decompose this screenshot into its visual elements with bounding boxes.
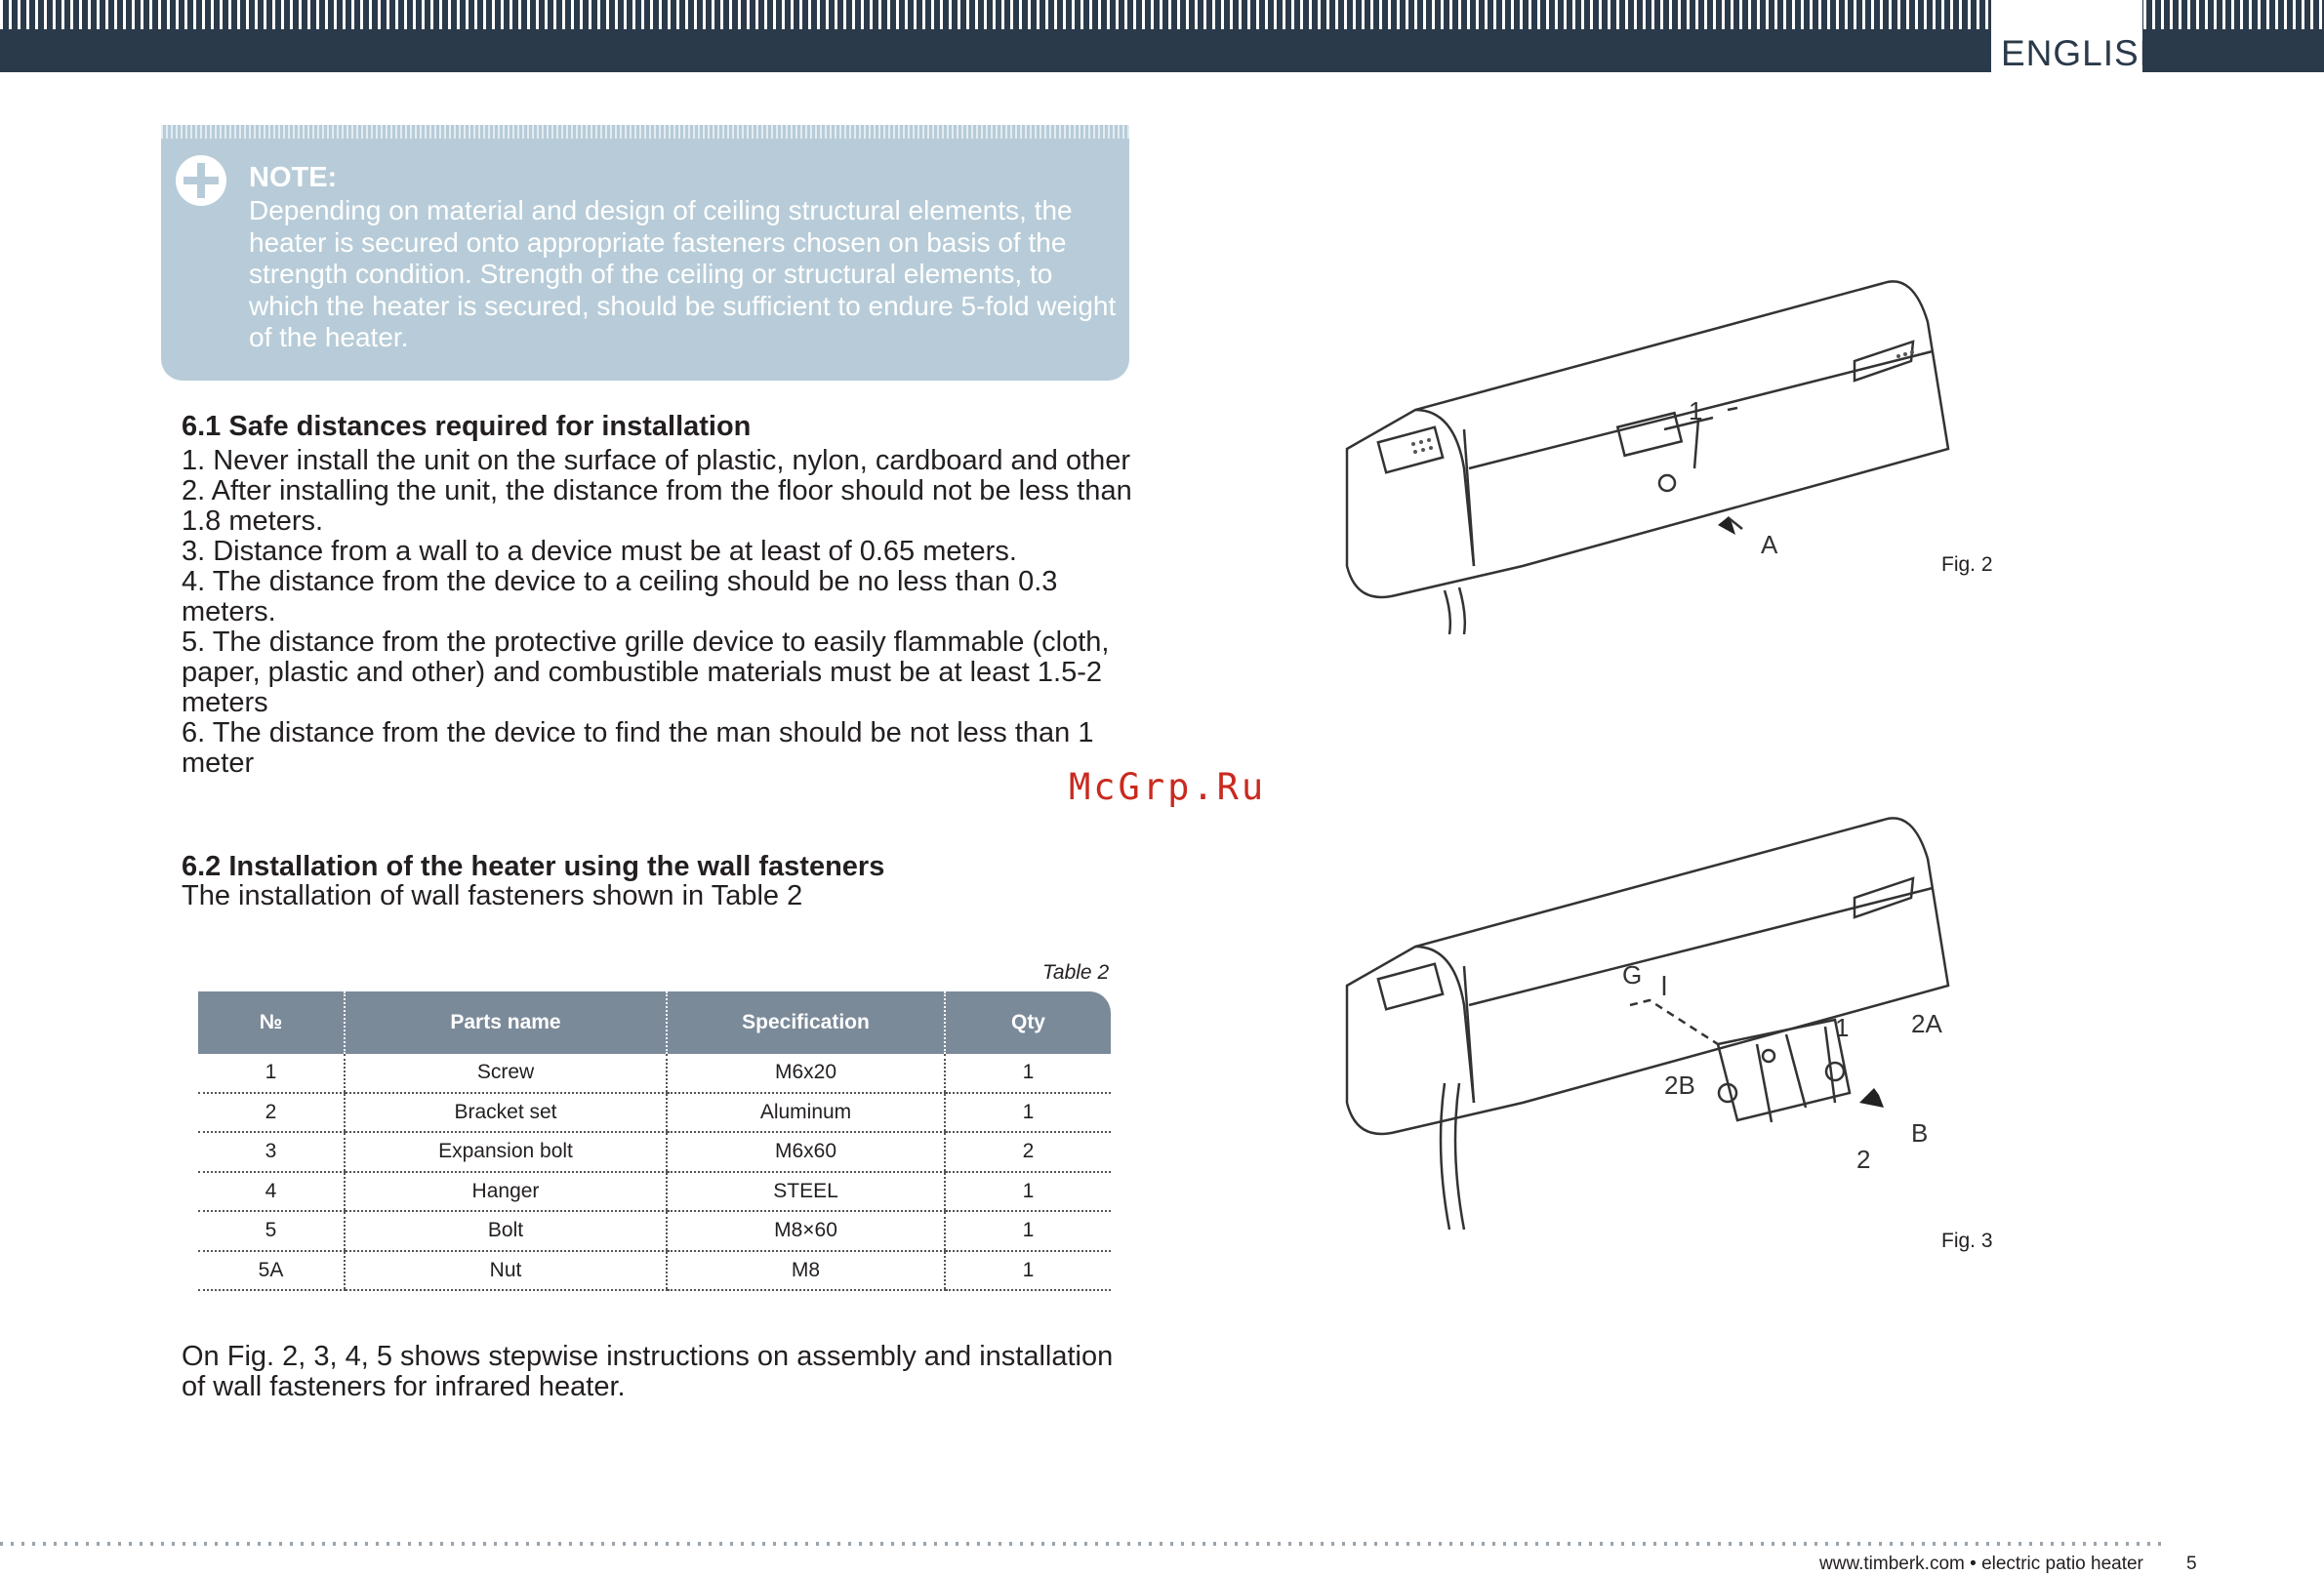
table-cell: 1 <box>945 1093 1111 1133</box>
table-cell: Nut <box>345 1251 667 1291</box>
heater-illustration-fig2 <box>1327 273 1972 644</box>
table-cell: 1 <box>945 1172 1111 1212</box>
table-cell: 2 <box>945 1132 1111 1172</box>
plus-icon <box>175 154 227 207</box>
table-caption: Table 2 <box>1042 961 1110 984</box>
column-header-number: № <box>198 991 345 1054</box>
callout-b: B <box>1911 1118 1929 1148</box>
table-cell: Screw <box>345 1054 667 1093</box>
header-bar <box>0 0 2324 72</box>
page-number: 5 <box>2186 1554 2197 1574</box>
table-row <box>198 1054 1111 1093</box>
table-cell: 5 <box>198 1211 345 1251</box>
parts-table <box>198 991 1111 1291</box>
note-title: NOTE: <box>249 162 338 193</box>
column-header-qty: Qty <box>945 991 1111 1054</box>
language-label: ENGLISH <box>2001 33 2167 73</box>
callout-a: A <box>1761 530 1778 559</box>
callout-2b: 2B <box>1664 1071 1695 1100</box>
figure-label-fig3: Fig. 3 <box>1941 1230 1993 1252</box>
heater-illustration-fig3 <box>1327 810 1972 1239</box>
table-cell: Bolt <box>345 1211 667 1251</box>
list-item: 6. The distance from the device to find the man should be not less than 1 meter <box>182 717 1094 779</box>
table-cell: M8×60 <box>667 1211 945 1251</box>
list-item: 3. Distance from a wall to a device must be at least of 0.65 meters. <box>182 536 1017 567</box>
table-cell: 1 <box>198 1054 345 1093</box>
table-row <box>198 1251 1111 1291</box>
table-cell: Aluminum <box>667 1093 945 1133</box>
table-row <box>198 1132 1111 1172</box>
footer-divider <box>0 1542 2162 1546</box>
section-heading-wall-fasteners: 6.2 Installation of the heater using the wall fasteners <box>182 851 885 882</box>
table-cell: Expansion bolt <box>345 1132 667 1172</box>
table-header-row <box>198 991 1111 1054</box>
column-header-parts-name: Parts name <box>345 991 667 1054</box>
column-header-specification: Specification <box>667 991 945 1054</box>
list-item: 1. Never install the unit on the surface of plastic, nylon, cardboard and other <box>182 445 1131 476</box>
table-row <box>198 1093 1111 1133</box>
watermark: McGrp.Ru <box>1069 766 1267 808</box>
callout-g: G <box>1622 960 1643 990</box>
table-cell: STEEL <box>667 1172 945 1212</box>
closing-paragraph: On Fig. 2, 3, 4, 5 shows stepwise instructions on assembly and installation of wall fasteners for infrared heater. <box>182 1341 1114 1402</box>
callout-2: 2 <box>1856 1145 1871 1174</box>
footer-text: www.timberk.com • electric patio heater <box>1819 1554 2143 1574</box>
table-cell: Bracket set <box>345 1093 667 1133</box>
callout-2a: 2A <box>1911 1009 1942 1038</box>
callout-1: 1 <box>1835 1013 1850 1042</box>
table-row <box>198 1211 1111 1251</box>
table-cell: Hanger <box>345 1172 667 1212</box>
table-cell: 1 <box>945 1251 1111 1291</box>
note-box <box>161 125 1129 381</box>
list-item: 2. After installing the unit, the distance from the floor should not be less than 1.8 meters. <box>182 475 1132 537</box>
table-cell: M8 <box>667 1251 945 1291</box>
safe-distances-list <box>182 446 1133 779</box>
table-cell: 4 <box>198 1172 345 1212</box>
figure-label-fig2: Fig. 2 <box>1941 553 1993 576</box>
table-cell: 1 <box>945 1211 1111 1251</box>
header-stripes <box>0 0 2324 29</box>
table-cell: M6x20 <box>667 1054 945 1093</box>
list-item: 5. The distance from the protective grille device to easily flammable (cloth, paper, plastic and other) and combustible materials must be at least 1.5-2 meters <box>182 626 1110 718</box>
table-cell: M6x60 <box>667 1132 945 1172</box>
table-cell: 3 <box>198 1132 345 1172</box>
list-item: 4. The distance from the device to a ceiling should be no less than 0.3 meters. <box>182 566 1058 627</box>
table-row <box>198 1172 1111 1212</box>
note-body: Depending on material and design of ceiling structural elements, the heater is secured onto appropriate fasteners chosen on basis of the strength condition. Strength of the ceiling or structural elements, to which the heater is secured, should be sufficient to endure 5-fold weight of the heater. <box>249 195 1117 352</box>
table-cell: 2 <box>198 1093 345 1133</box>
note-stripes <box>161 125 1129 139</box>
section-intro: The installation of wall fasteners shown in Table 2 <box>182 880 803 911</box>
arrow-icon <box>1859 1088 1884 1108</box>
table-cell: 5A <box>198 1251 345 1291</box>
table-cell: 1 <box>945 1054 1111 1093</box>
callout-1: 1 <box>1689 396 1703 425</box>
section-heading-safe-distances: 6.1 Safe distances required for installation <box>182 411 752 442</box>
